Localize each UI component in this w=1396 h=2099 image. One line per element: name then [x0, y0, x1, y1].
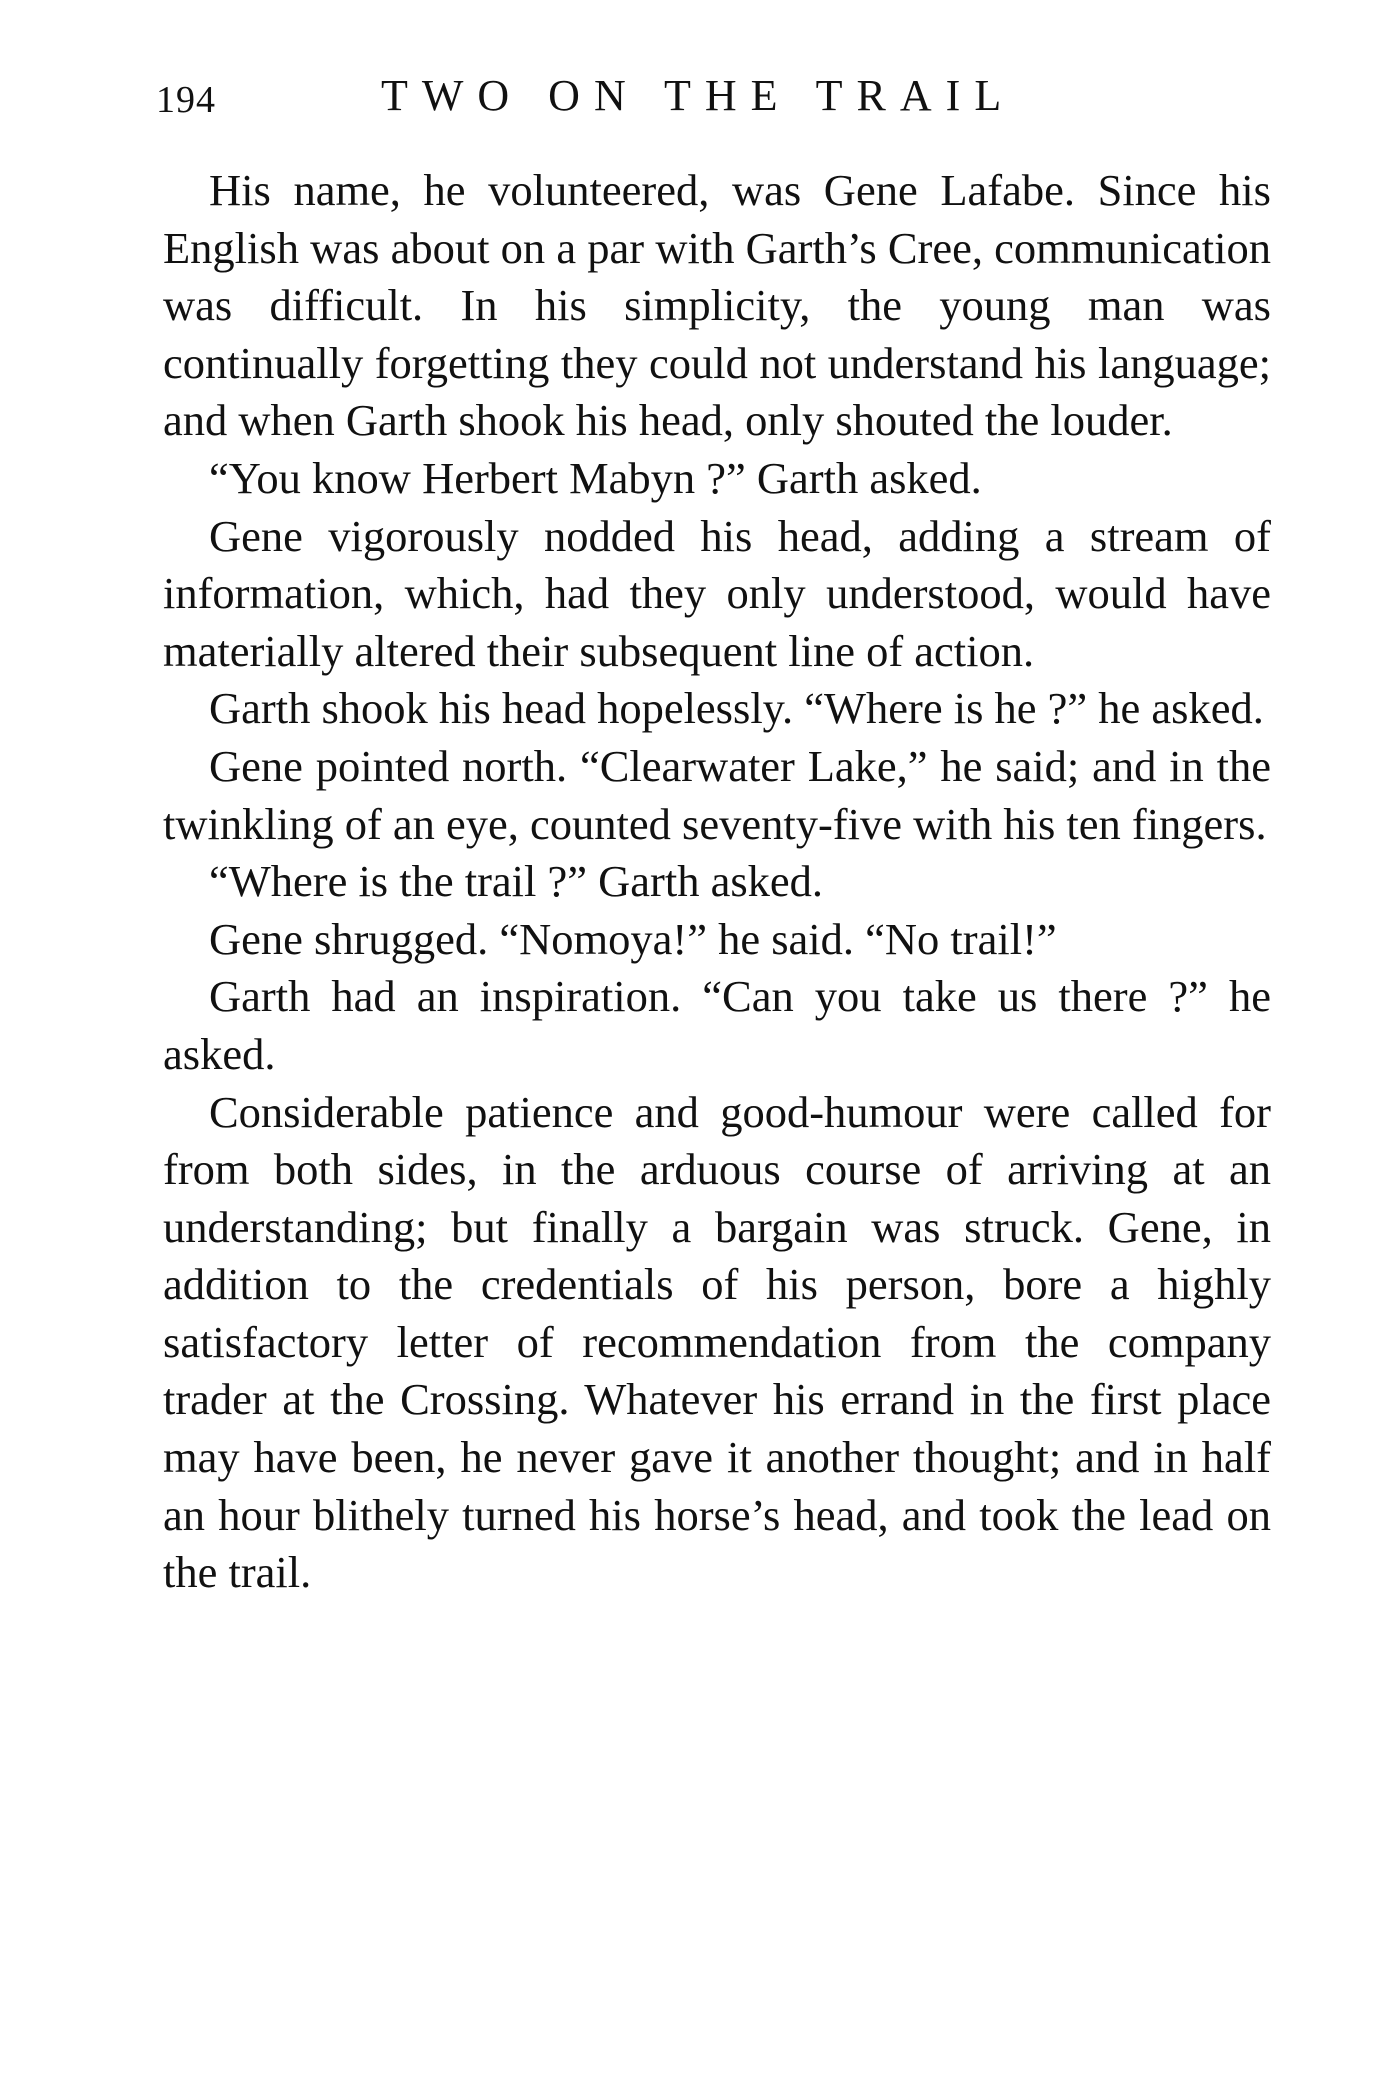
paragraph: Considerable patience and good-humour were called for from both sides, in the arduous course of arriving at an understanding; but finally a bargain was struck. Gene, in addition to the credentials of his person, bore a highly satisfactory letter of recommendation from the company trader at the Crossing. Whatever his errand in the first place may have been, he never gave it another thought; and in half an hour blithely turned his horse’s head, and took the lead on the trail. — [163, 1086, 1271, 1598]
page-number: 194 — [156, 79, 216, 121]
paragraph: Gene shrugged. “Nomoya!” he said. “No trail!” — [209, 913, 1057, 964]
paragraph: Garth had an inspiration. “Can you take us there ?” he asked. — [163, 971, 1271, 1079]
paragraph: Gene pointed north. “Clearwater Lake,” he said; and in the twinkling of an eye, counted seventy-five with his ten fingers. — [163, 740, 1271, 849]
paragraph: Garth shook his head hopelessly. “Where is he ?” he asked. — [209, 683, 1264, 734]
paragraph: His name, he volunteered, was Gene Lafabe. Since his English was about on a par with Garth’s Cree, communication was difficult. In his simplicity, the young man was continually forgetting they could not understand his language; and when Garth shook his head, only shouted the louder. — [163, 165, 1271, 446]
paragraph: “Where is the trail ?” Garth asked. — [209, 856, 824, 907]
body-text — [163, 162, 1271, 1602]
paragraph: Gene vigorously nodded his head, adding a stream of information, which, had they only understood, would have materially altered their subsequent line of action. — [163, 510, 1271, 676]
running-head: TWO ON THE TRAIL — [381, 71, 1016, 120]
paragraph: “You know Herbert Mabyn ?” Garth asked. — [209, 452, 982, 503]
page-header — [156, 70, 1266, 140]
